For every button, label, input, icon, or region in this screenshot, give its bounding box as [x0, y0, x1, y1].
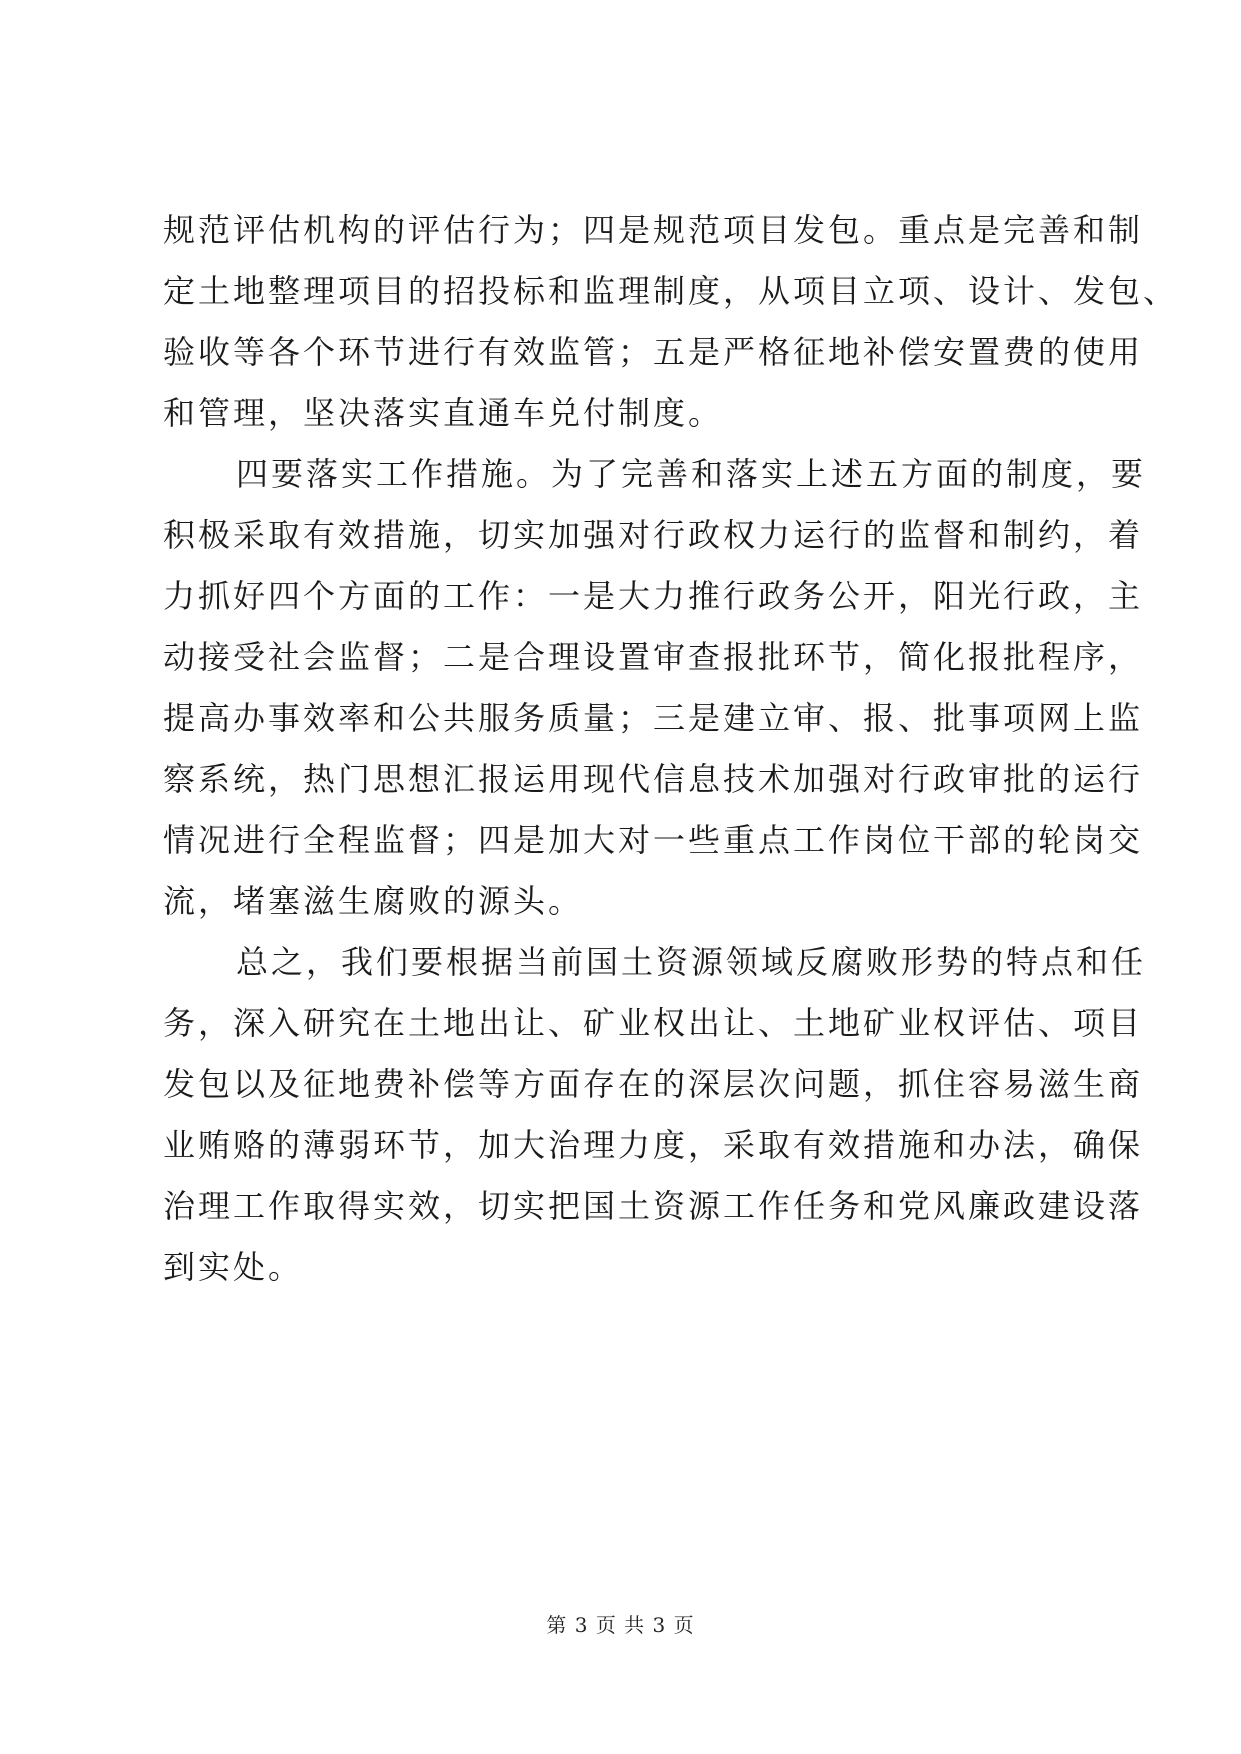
page-number-footer: 第 3 页 共 3 页	[546, 1613, 695, 1637]
paragraph-line: 务，深入研究在土地出让、矿业权出让、土地矿业权评估、项目	[163, 1004, 1144, 1042]
document-body	[163, 200, 1179, 1298]
paragraph-line: 提高办事效率和公共服务质量；三是建立审、报、批事项网上监	[163, 699, 1144, 737]
paragraph-line: 四要落实工作措施。为了完善和落实上述五方面的制度，要	[236, 455, 1147, 493]
paragraph-line: 动接受社会监督；二是合理设置审查报批环节，简化报批程序，	[163, 638, 1144, 676]
paragraph-line: 业贿赂的薄弱环节，加大治理力度，采取有效措施和办法，确保	[163, 1126, 1144, 1164]
paragraph-line: 规范评估机构的评估行为；四是规范项目发包。重点是完善和制	[163, 211, 1144, 249]
paragraph-line: 力抓好四个方面的工作：一是大力推行政务公开，阳光行政，主	[163, 577, 1144, 615]
paragraph-2	[163, 444, 1147, 932]
paragraph-line: 定土地整理项目的招投标和监理制度，从项目立项、设计、发包、	[163, 272, 1179, 310]
paragraph-line: 总之，我们要根据当前国土资源领域反腐败形势的特点和任	[236, 943, 1147, 981]
paragraph-1	[163, 200, 1179, 444]
paragraph-line: 到实处。	[163, 1248, 304, 1286]
paragraph-line: 发包以及征地费补偿等方面存在的深层次问题，抓住容易滋生商	[163, 1065, 1144, 1103]
paragraph-line: 察系统，热门思想汇报运用现代信息技术加强对行政审批的运行	[163, 760, 1144, 798]
paragraph-3	[163, 932, 1147, 1298]
paragraph-line: 治理工作取得实效，切实把国土资源工作任务和党风廉政建设落	[163, 1187, 1144, 1225]
paragraph-line: 积极采取有效措施，切实加强对行政权力运行的监督和制约，着	[163, 516, 1144, 554]
paragraph-line: 情况进行全程监督；四是加大对一些重点工作岗位干部的轮岗交	[163, 821, 1144, 859]
paragraph-line: 验收等各个环节进行有效监管；五是严格征地补偿安置费的使用	[163, 333, 1144, 371]
paragraph-line: 和管理，坚决落实直通车兑付制度。	[163, 394, 724, 432]
paragraph-line: 流，堵塞滋生腐败的源头。	[163, 882, 584, 920]
